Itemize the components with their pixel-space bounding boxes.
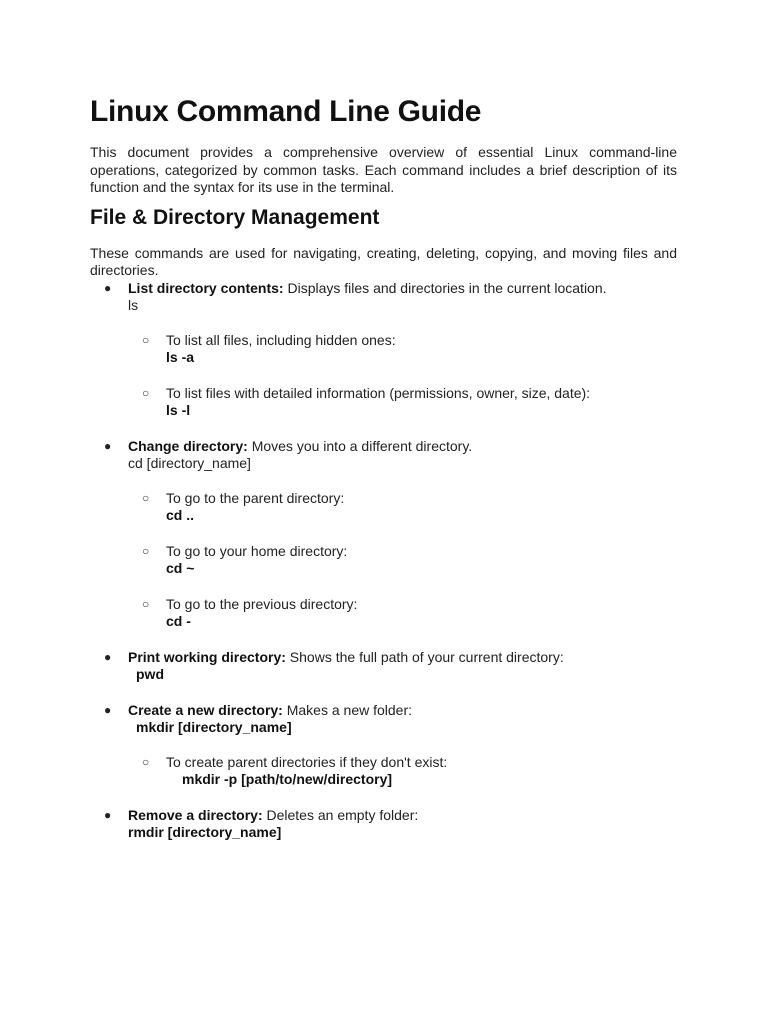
section-intro-paragraph: These commands are used for navigating, creating, deleting, copying, and moving files and directories. [90,244,677,278]
list-item-ls [90,280,677,420]
bullet-icon: ● [104,807,112,822]
item-description: Displays files and directories in the current location. [283,279,607,296]
item-description: Makes a new folder: [282,701,413,718]
sub-list [128,332,677,420]
circle-bullet-icon: ○ [142,596,150,611]
sub-command: cd ~ [166,560,195,576]
list-item-pwd [90,649,677,684]
command-syntax: pwd [136,666,164,682]
document-page [90,92,677,842]
list-item-mkdir [90,702,677,789]
sub-command: ls -l [166,402,191,418]
item-term: Change directory: [128,437,248,454]
sub-command: mkdir -p [path/to/new/directory] [182,771,393,787]
item-term: Print working directory: [128,648,286,665]
section-heading: File & Directory Management [90,205,380,229]
bullet-icon: ● [104,702,112,717]
command-list [90,280,677,842]
sub-command: ls -a [166,349,195,365]
sub-list [128,754,677,789]
command-syntax: mkdir [directory_name] [136,719,292,735]
item-term: Remove a directory: [128,806,263,823]
list-item-cd [90,438,677,631]
bullet-icon: ● [104,649,112,664]
item-term: Create a new directory: [128,701,283,718]
sub-item [128,332,677,367]
circle-bullet-icon: ○ [142,543,150,558]
bullet-icon: ● [104,438,112,453]
sub-item-text: To go to the parent directory: [166,489,345,506]
command-syntax: ls [128,297,139,313]
circle-bullet-icon: ○ [142,332,150,347]
list-item-rmdir [90,807,677,842]
bullet-icon: ● [104,280,112,295]
item-term: List directory contents: [128,279,284,296]
page-title: Linux Command Line Guide [90,95,482,128]
item-description: Deletes an empty folder: [262,806,419,823]
intro-paragraph: This document provides a comprehensive overview of essential Linux command-line operations, categorized by common tasks. Each command includes a brief description of its function and the syntax for its use in the terminal. [90,144,677,195]
sub-item [128,596,677,631]
sub-item-text: To list all files, including hidden ones: [166,331,396,348]
item-description: Moves you into a different directory. [247,437,473,454]
sub-item [128,490,677,525]
sub-command: cd - [166,613,191,629]
circle-bullet-icon: ○ [142,490,150,505]
command-syntax: rmdir [directory_name] [128,824,282,840]
sub-command: cd .. [166,507,195,523]
circle-bullet-icon: ○ [142,385,150,400]
sub-item-text: To list files with detailed information (permissions, owner, size, date): [166,384,591,401]
sub-list [128,490,677,631]
sub-item-text: To create parent directories if they don't exist: [166,753,448,770]
sub-item [128,385,677,420]
sub-item-text: To go to your home directory: [166,542,348,559]
item-description: Shows the full path of your current directory: [285,648,564,665]
sub-item [128,754,677,789]
sub-item [128,543,677,578]
sub-item-text: To go to the previous directory: [166,595,358,612]
circle-bullet-icon: ○ [142,754,150,769]
command-syntax: cd [directory_name] [128,455,251,471]
